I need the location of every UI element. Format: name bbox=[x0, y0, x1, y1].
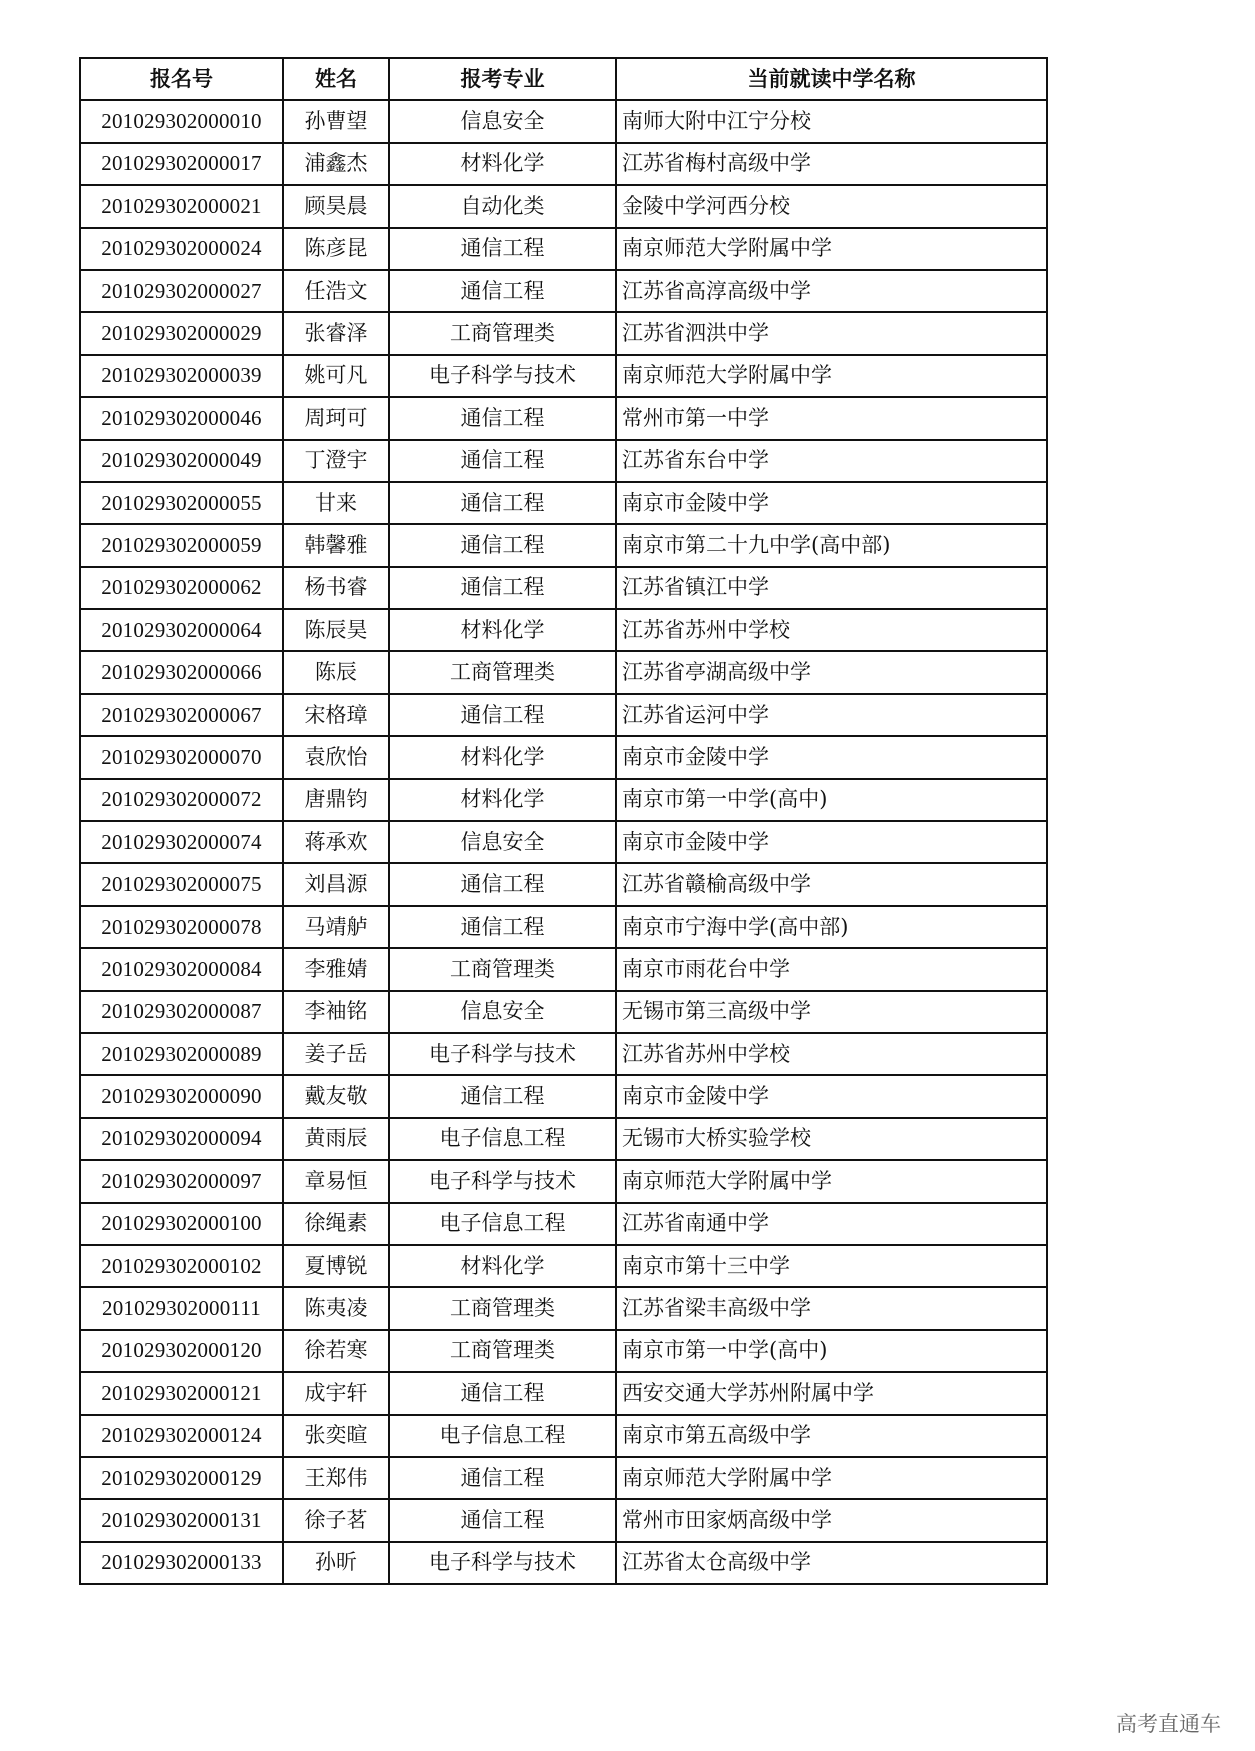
major-cell: 工商管理类 bbox=[389, 651, 616, 693]
admission-list-table bbox=[79, 57, 1048, 1585]
table-row bbox=[80, 1457, 1047, 1499]
student-name-cell: 宋格璋 bbox=[283, 694, 389, 736]
table-row bbox=[80, 1330, 1047, 1372]
registration-number-cell: 201029302000084 bbox=[80, 948, 283, 990]
student-name-cell: 戴友敬 bbox=[283, 1075, 389, 1117]
major-cell: 电子信息工程 bbox=[389, 1118, 616, 1160]
table-row bbox=[80, 567, 1047, 609]
registration-number-cell: 201029302000021 bbox=[80, 185, 283, 227]
table-row bbox=[80, 991, 1047, 1033]
school-name-cell: 江苏省梁丰高级中学 bbox=[616, 1287, 1047, 1329]
student-name-cell: 徐绳素 bbox=[283, 1203, 389, 1245]
student-name-cell: 姚可凡 bbox=[283, 355, 389, 397]
table-row bbox=[80, 185, 1047, 227]
major-cell: 材料化学 bbox=[389, 609, 616, 651]
student-name-cell: 陈彦昆 bbox=[283, 228, 389, 270]
student-name-cell: 张睿泽 bbox=[283, 312, 389, 354]
school-name-cell: 江苏省泗洪中学 bbox=[616, 312, 1047, 354]
school-name-cell: 南京市金陵中学 bbox=[616, 736, 1047, 778]
student-name-cell: 浦鑫杰 bbox=[283, 143, 389, 185]
student-name-cell: 孙昕 bbox=[283, 1542, 389, 1584]
student-name-cell: 徐子茗 bbox=[283, 1499, 389, 1541]
major-cell: 工商管理类 bbox=[389, 312, 616, 354]
major-cell: 信息安全 bbox=[389, 991, 616, 1033]
registration-number-cell: 201029302000072 bbox=[80, 779, 283, 821]
table-row bbox=[80, 440, 1047, 482]
major-cell: 通信工程 bbox=[389, 1499, 616, 1541]
major-cell: 通信工程 bbox=[389, 694, 616, 736]
student-name-cell: 孙曹望 bbox=[283, 100, 389, 142]
registration-number-cell: 201029302000120 bbox=[80, 1330, 283, 1372]
major-cell: 材料化学 bbox=[389, 779, 616, 821]
table-row bbox=[80, 228, 1047, 270]
table-row bbox=[80, 482, 1047, 524]
major-cell: 通信工程 bbox=[389, 1075, 616, 1117]
registration-number-cell: 201029302000121 bbox=[80, 1372, 283, 1414]
registration-number-cell: 201029302000090 bbox=[80, 1075, 283, 1117]
major-cell: 电子科学与技术 bbox=[389, 355, 616, 397]
school-name-cell: 南京市第十三中学 bbox=[616, 1245, 1047, 1287]
major-cell: 工商管理类 bbox=[389, 1330, 616, 1372]
table-row bbox=[80, 524, 1047, 566]
table-row bbox=[80, 270, 1047, 312]
major-cell: 通信工程 bbox=[389, 567, 616, 609]
registration-number-cell: 201029302000102 bbox=[80, 1245, 283, 1287]
student-name-cell: 周珂可 bbox=[283, 397, 389, 439]
student-name-cell: 张奕暄 bbox=[283, 1415, 389, 1457]
student-name-cell: 章易恒 bbox=[283, 1160, 389, 1202]
school-name-cell: 无锡市大桥实验学校 bbox=[616, 1118, 1047, 1160]
table-row bbox=[80, 397, 1047, 439]
school-name-cell: 南京师范大学附属中学 bbox=[616, 1160, 1047, 1202]
watermark: 高考直通车 bbox=[1116, 1712, 1221, 1736]
school-name-cell: 南京市金陵中学 bbox=[616, 821, 1047, 863]
major-cell: 通信工程 bbox=[389, 397, 616, 439]
table-row bbox=[80, 1160, 1047, 1202]
school-name-cell: 江苏省东台中学 bbox=[616, 440, 1047, 482]
school-name-cell: 江苏省镇江中学 bbox=[616, 567, 1047, 609]
registration-number-cell: 201029302000074 bbox=[80, 821, 283, 863]
registration-number-cell: 201029302000089 bbox=[80, 1033, 283, 1075]
student-name-cell: 黄雨辰 bbox=[283, 1118, 389, 1160]
student-name-cell: 李雅婧 bbox=[283, 948, 389, 990]
major-cell: 材料化学 bbox=[389, 1245, 616, 1287]
table-row bbox=[80, 1075, 1047, 1117]
registration-number-cell: 201029302000067 bbox=[80, 694, 283, 736]
registration-number-cell: 201029302000097 bbox=[80, 1160, 283, 1202]
registration-number-cell: 201029302000078 bbox=[80, 906, 283, 948]
table-row bbox=[80, 1118, 1047, 1160]
registration-number-cell: 201029302000046 bbox=[80, 397, 283, 439]
table-row bbox=[80, 1542, 1047, 1584]
table-row bbox=[80, 1245, 1047, 1287]
school-name-cell: 常州市田家炳高级中学 bbox=[616, 1499, 1047, 1541]
student-name-cell: 刘昌源 bbox=[283, 863, 389, 905]
registration-number-cell: 201029302000029 bbox=[80, 312, 283, 354]
registration-number-cell: 201029302000133 bbox=[80, 1542, 283, 1584]
table-row bbox=[80, 143, 1047, 185]
major-cell: 自动化类 bbox=[389, 185, 616, 227]
school-name-cell: 江苏省太仓高级中学 bbox=[616, 1542, 1047, 1584]
registration-number-cell: 201029302000075 bbox=[80, 863, 283, 905]
school-name-cell: 江苏省苏州中学校 bbox=[616, 609, 1047, 651]
student-name-cell: 王郑伟 bbox=[283, 1457, 389, 1499]
major-cell: 材料化学 bbox=[389, 736, 616, 778]
registration-number-cell: 201029302000094 bbox=[80, 1118, 283, 1160]
registration-number-cell: 201029302000059 bbox=[80, 524, 283, 566]
major-cell: 通信工程 bbox=[389, 270, 616, 312]
school-name-cell: 江苏省苏州中学校 bbox=[616, 1033, 1047, 1075]
registration-number-cell: 201029302000087 bbox=[80, 991, 283, 1033]
school-name-cell: 江苏省高淳高级中学 bbox=[616, 270, 1047, 312]
major-cell: 工商管理类 bbox=[389, 948, 616, 990]
table-row bbox=[80, 1415, 1047, 1457]
header-name: 姓名 bbox=[283, 58, 389, 100]
school-name-cell: 南京市金陵中学 bbox=[616, 1075, 1047, 1117]
school-name-cell: 南京市第一中学(高中) bbox=[616, 1330, 1047, 1372]
table-row bbox=[80, 821, 1047, 863]
school-name-cell: 南师大附中江宁分校 bbox=[616, 100, 1047, 142]
school-name-cell: 常州市第一中学 bbox=[616, 397, 1047, 439]
major-cell: 通信工程 bbox=[389, 440, 616, 482]
student-name-cell: 唐鼎钧 bbox=[283, 779, 389, 821]
school-name-cell: 江苏省梅村高级中学 bbox=[616, 143, 1047, 185]
major-cell: 通信工程 bbox=[389, 228, 616, 270]
school-name-cell: 江苏省亭湖高级中学 bbox=[616, 651, 1047, 693]
registration-number-cell: 201029302000066 bbox=[80, 651, 283, 693]
table-row bbox=[80, 1499, 1047, 1541]
major-cell: 电子科学与技术 bbox=[389, 1033, 616, 1075]
header-major: 报考专业 bbox=[389, 58, 616, 100]
registration-number-cell: 201029302000070 bbox=[80, 736, 283, 778]
table-row bbox=[80, 1287, 1047, 1329]
header-school: 当前就读中学名称 bbox=[616, 58, 1047, 100]
table-row bbox=[80, 1203, 1047, 1245]
student-name-cell: 顾昊晨 bbox=[283, 185, 389, 227]
student-name-cell: 甘来 bbox=[283, 482, 389, 524]
table-row bbox=[80, 779, 1047, 821]
student-name-cell: 陈辰昊 bbox=[283, 609, 389, 651]
registration-number-cell: 201029302000017 bbox=[80, 143, 283, 185]
student-name-cell: 韩馨雅 bbox=[283, 524, 389, 566]
student-name-cell: 夏博锐 bbox=[283, 1245, 389, 1287]
school-name-cell: 金陵中学河西分校 bbox=[616, 185, 1047, 227]
registration-number-cell: 201029302000049 bbox=[80, 440, 283, 482]
school-name-cell: 南京市金陵中学 bbox=[616, 482, 1047, 524]
school-name-cell: 江苏省赣榆高级中学 bbox=[616, 863, 1047, 905]
major-cell: 通信工程 bbox=[389, 1457, 616, 1499]
student-name-cell: 成宇轩 bbox=[283, 1372, 389, 1414]
student-name-cell: 李袖铭 bbox=[283, 991, 389, 1033]
school-name-cell: 南京师范大学附属中学 bbox=[616, 1457, 1047, 1499]
header-row bbox=[80, 58, 1047, 100]
student-name-cell: 杨书睿 bbox=[283, 567, 389, 609]
registration-number-cell: 201029302000055 bbox=[80, 482, 283, 524]
student-name-cell: 姜子岳 bbox=[283, 1033, 389, 1075]
registration-number-cell: 201029302000010 bbox=[80, 100, 283, 142]
registration-number-cell: 201029302000027 bbox=[80, 270, 283, 312]
student-name-cell: 袁欣怡 bbox=[283, 736, 389, 778]
major-cell: 通信工程 bbox=[389, 482, 616, 524]
table-row bbox=[80, 1372, 1047, 1414]
registration-number-cell: 201029302000039 bbox=[80, 355, 283, 397]
school-name-cell: 江苏省南通中学 bbox=[616, 1203, 1047, 1245]
registration-number-cell: 201029302000129 bbox=[80, 1457, 283, 1499]
major-cell: 工商管理类 bbox=[389, 1287, 616, 1329]
registration-number-cell: 201029302000064 bbox=[80, 609, 283, 651]
table-row bbox=[80, 948, 1047, 990]
student-name-cell: 蒋承欢 bbox=[283, 821, 389, 863]
school-name-cell: 南京师范大学附属中学 bbox=[616, 228, 1047, 270]
registration-number-cell: 201029302000100 bbox=[80, 1203, 283, 1245]
student-name-cell: 陈辰 bbox=[283, 651, 389, 693]
school-name-cell: 西安交通大学苏州附属中学 bbox=[616, 1372, 1047, 1414]
student-name-cell: 徐若寒 bbox=[283, 1330, 389, 1372]
school-name-cell: 无锡市第三高级中学 bbox=[616, 991, 1047, 1033]
table-row bbox=[80, 736, 1047, 778]
school-name-cell: 南京市雨花台中学 bbox=[616, 948, 1047, 990]
table-row bbox=[80, 863, 1047, 905]
major-cell: 通信工程 bbox=[389, 863, 616, 905]
school-name-cell: 南京市第一中学(高中) bbox=[616, 779, 1047, 821]
student-name-cell: 马靖舻 bbox=[283, 906, 389, 948]
table-row bbox=[80, 694, 1047, 736]
major-cell: 通信工程 bbox=[389, 524, 616, 566]
table-row bbox=[80, 1033, 1047, 1075]
school-name-cell: 南京师范大学附属中学 bbox=[616, 355, 1047, 397]
table-row bbox=[80, 100, 1047, 142]
major-cell: 电子科学与技术 bbox=[389, 1542, 616, 1584]
major-cell: 电子信息工程 bbox=[389, 1415, 616, 1457]
table-row bbox=[80, 609, 1047, 651]
major-cell: 电子信息工程 bbox=[389, 1203, 616, 1245]
registration-number-cell: 201029302000024 bbox=[80, 228, 283, 270]
school-name-cell: 南京市第五高级中学 bbox=[616, 1415, 1047, 1457]
major-cell: 信息安全 bbox=[389, 821, 616, 863]
major-cell: 通信工程 bbox=[389, 1372, 616, 1414]
registration-number-cell: 201029302000111 bbox=[80, 1287, 283, 1329]
major-cell: 材料化学 bbox=[389, 143, 616, 185]
table-row bbox=[80, 312, 1047, 354]
registration-number-cell: 201029302000131 bbox=[80, 1499, 283, 1541]
student-name-cell: 丁澄宇 bbox=[283, 440, 389, 482]
header-registration-number: 报名号 bbox=[80, 58, 283, 100]
school-name-cell: 南京市宁海中学(高中部) bbox=[616, 906, 1047, 948]
table-row bbox=[80, 355, 1047, 397]
table-row bbox=[80, 906, 1047, 948]
table-row bbox=[80, 651, 1047, 693]
school-name-cell: 南京市第二十九中学(高中部) bbox=[616, 524, 1047, 566]
major-cell: 电子科学与技术 bbox=[389, 1160, 616, 1202]
student-name-cell: 陈夷凌 bbox=[283, 1287, 389, 1329]
major-cell: 通信工程 bbox=[389, 906, 616, 948]
major-cell: 信息安全 bbox=[389, 100, 616, 142]
school-name-cell: 江苏省运河中学 bbox=[616, 694, 1047, 736]
student-name-cell: 任浩文 bbox=[283, 270, 389, 312]
registration-number-cell: 201029302000124 bbox=[80, 1415, 283, 1457]
registration-number-cell: 201029302000062 bbox=[80, 567, 283, 609]
